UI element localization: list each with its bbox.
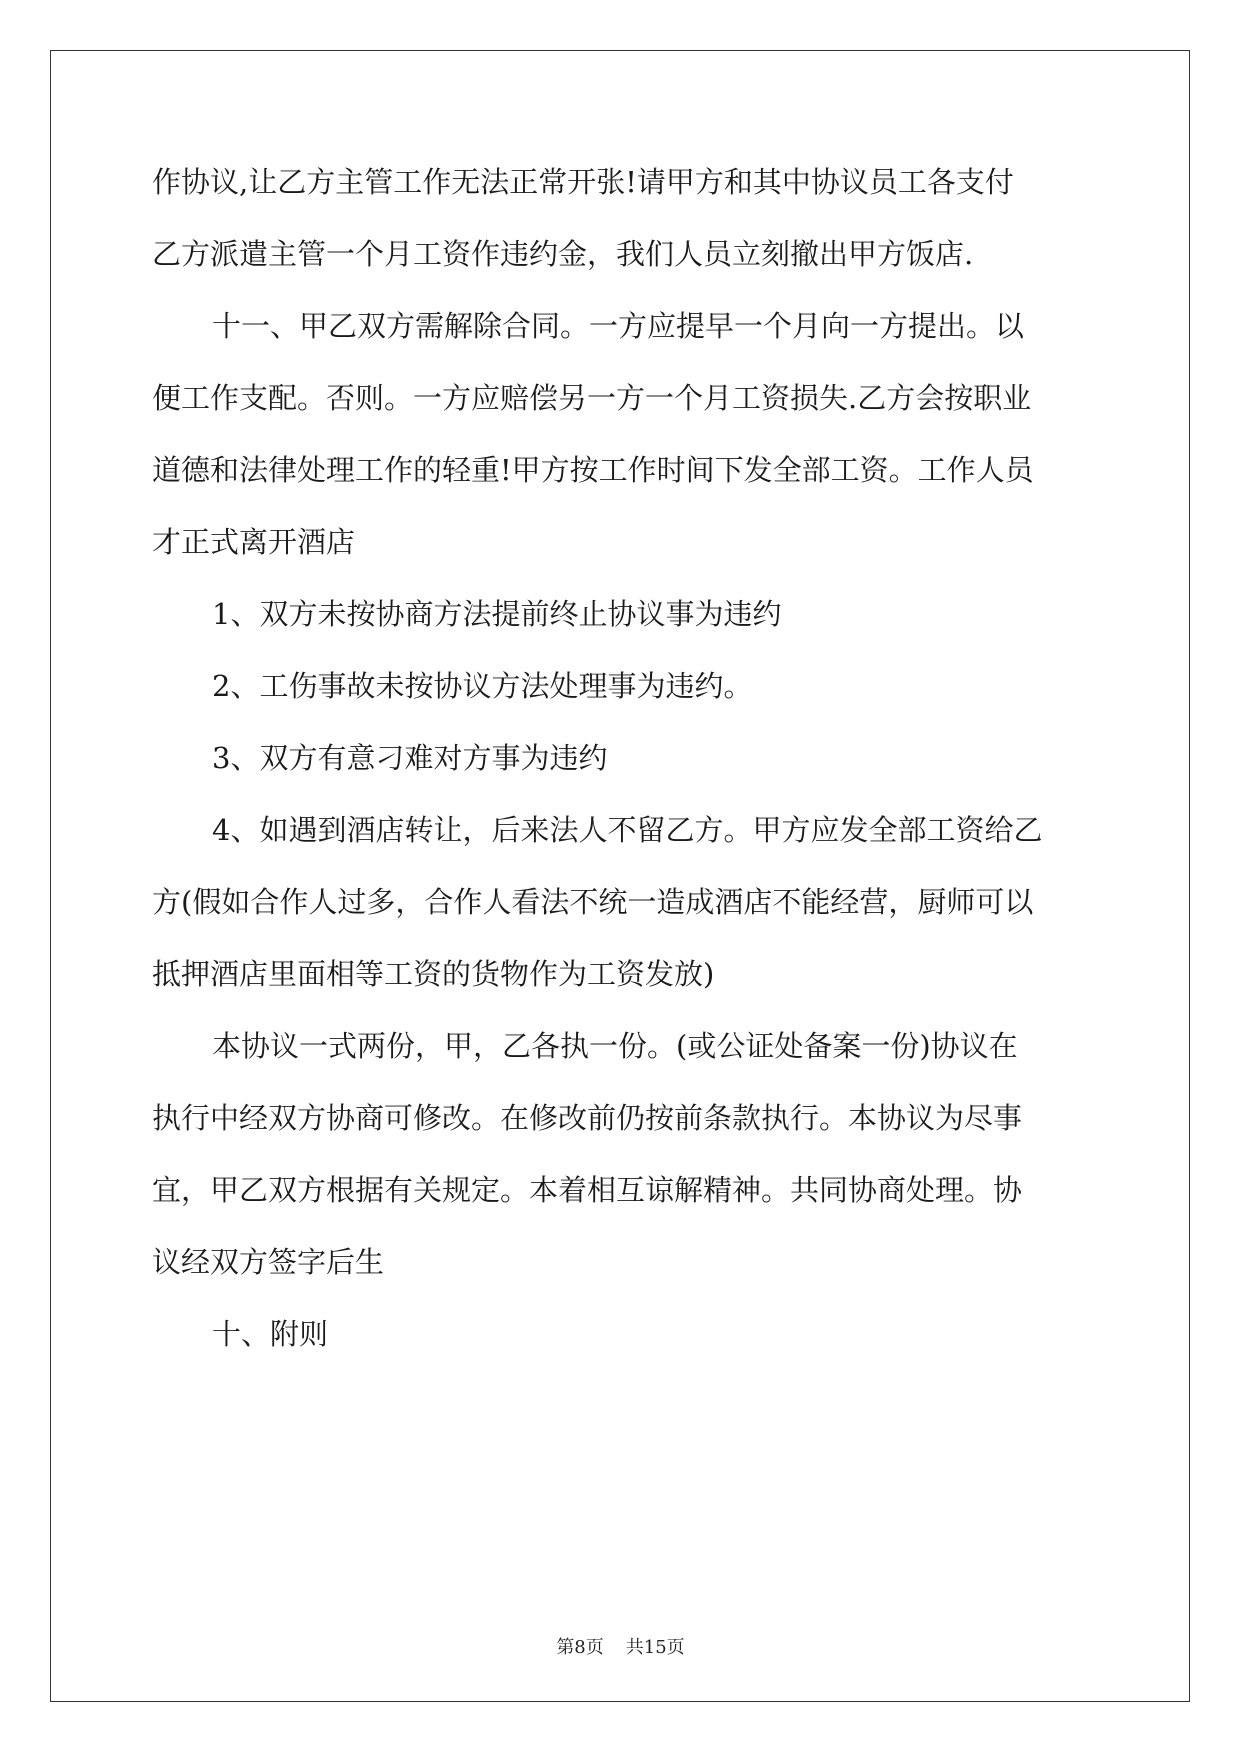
text-line: 议经双方签字后生 (152, 1245, 385, 1279)
text-line: 抵押酒店里面相等工资的货物作为工资发放) (152, 957, 715, 991)
text-line: 2、工伤事故未按协议方法处理事为违约。 (212, 669, 753, 703)
text-line: 宜，甲乙双方根据有关规定。本着相互谅解精神。共同协商处理。协 (152, 1173, 1023, 1207)
text-line: 便工作支配。否则。一方应赔偿另一方一个月工资损失.乙方会按职业 (152, 381, 1032, 415)
text-line: 4、如遇到酒店转让，后来法人不留乙方。甲方应发全部工资给乙 (212, 813, 1043, 847)
text-line: 执行中经双方协商可修改。在修改前仍按前条款执行。本协议为尽事 (152, 1101, 1023, 1135)
text-line: 乙方派遣主管一个月工资作违约金，我们人员立刻撤出甲方饭店. (152, 237, 974, 271)
text-line: 十、附则 (212, 1317, 329, 1351)
text-line: 十一、甲乙双方需解除合同。一方应提早一个月向一方提出。以 (212, 309, 1025, 343)
text-line: 3、双方有意刁难对方事为违约 (212, 741, 608, 775)
text-line: 作协议,让乙方主管工作无法正常开张!请甲方和其中协议员工各支付 (152, 165, 1014, 199)
text-line: 本协议一式两份，甲，乙各执一份。(或公证处备案一份)协议在 (212, 1029, 1018, 1063)
text-line: 道德和法律处理工作的轻重!甲方按工作时间下发全部工资。工作人员 (152, 453, 1034, 487)
page-border (50, 50, 1190, 1702)
text-line: 1、双方未按协商方法提前终止协议事为违约 (212, 597, 782, 631)
page-footer (0, 1636, 1241, 1660)
page-total: 共15页 (625, 1637, 685, 1658)
text-line: 方(假如合作人过多，合作人看法不统一造成酒店不能经营，厨师可以 (152, 885, 1034, 919)
text-line: 才正式离开酒店 (152, 525, 356, 559)
page-number: 第8页 (556, 1637, 604, 1658)
